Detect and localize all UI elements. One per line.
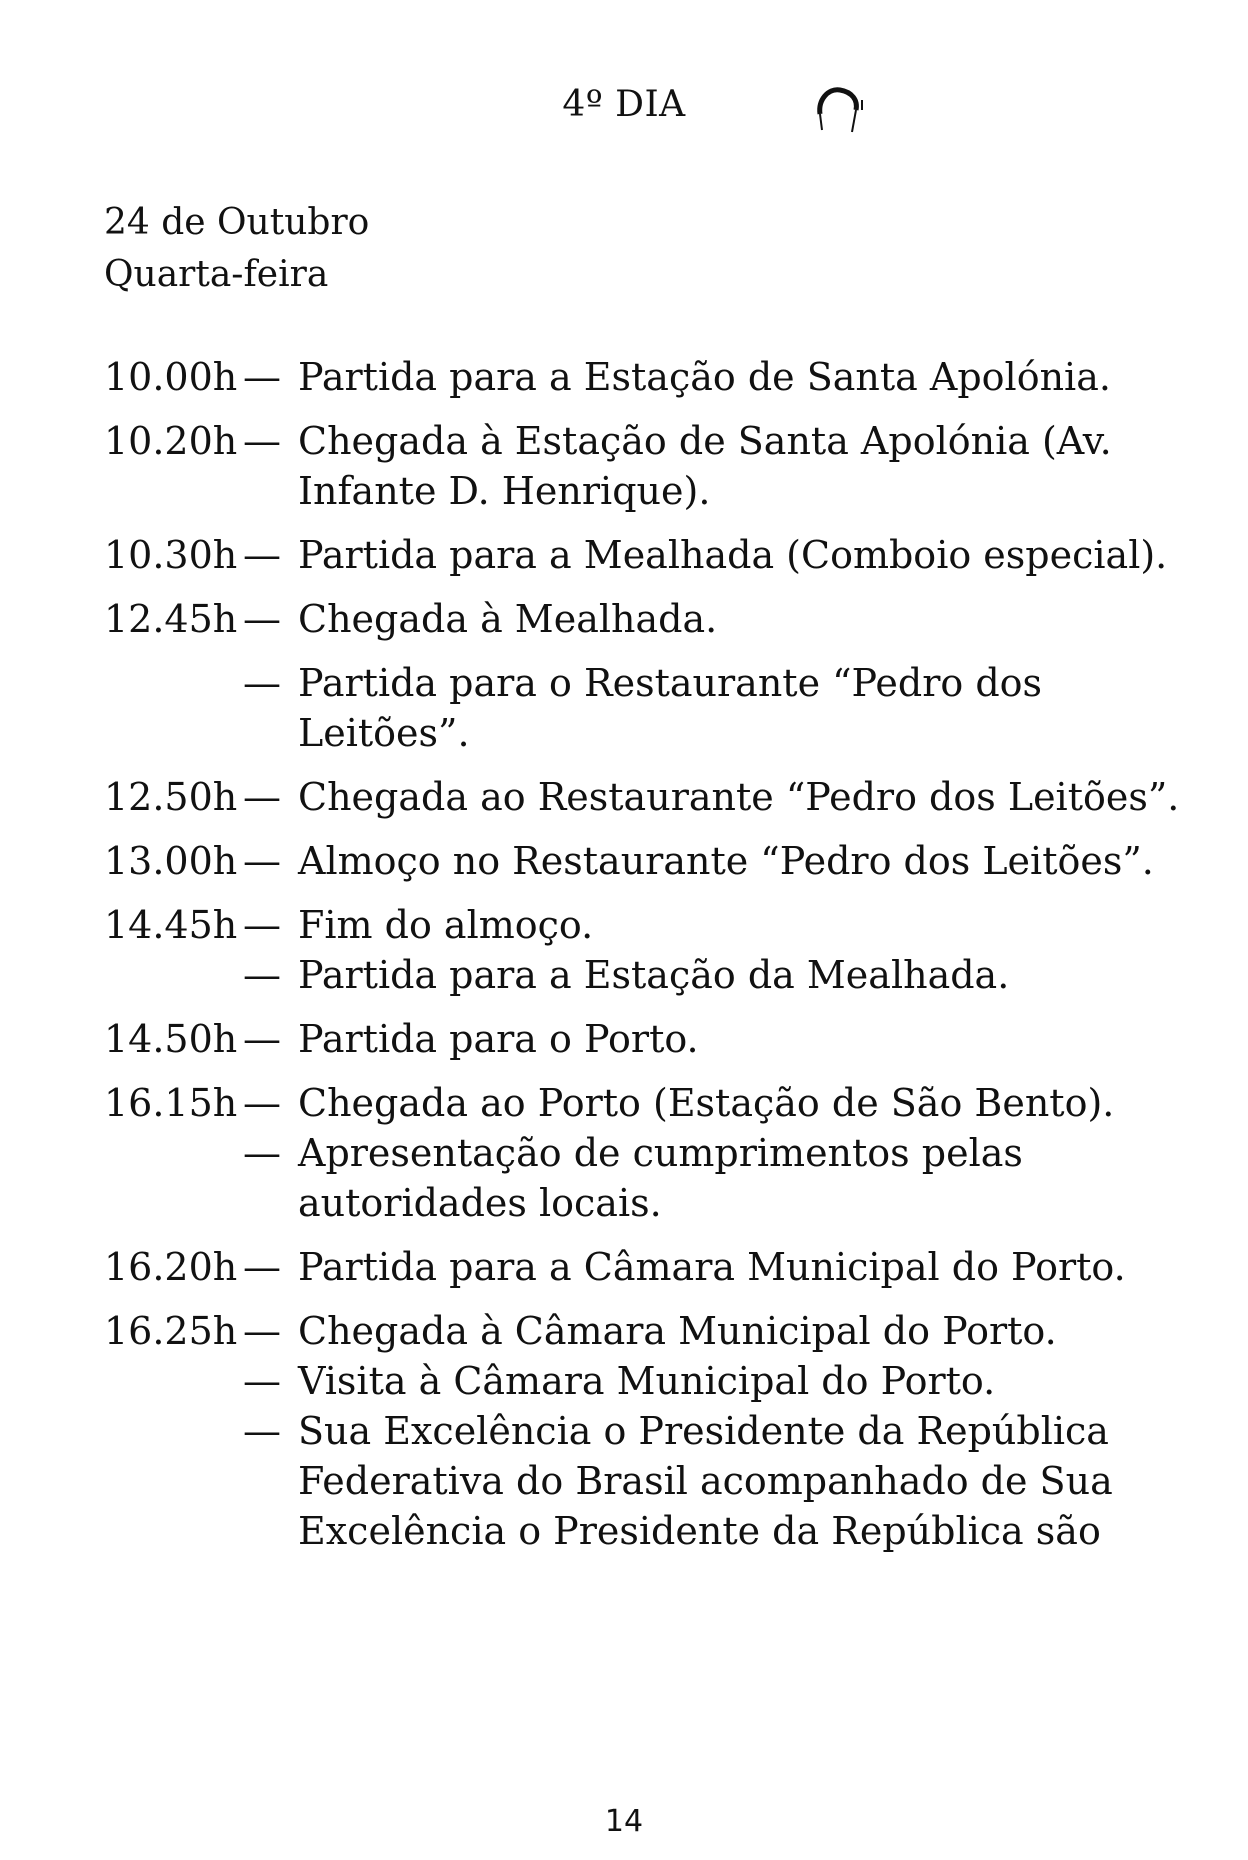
entry-time: 16.25h <box>104 1309 238 1353</box>
entry-text: Almoço no Restaurante “Pedro dos Leitões”. <box>298 839 1154 883</box>
entry-time: 14.45h <box>104 903 238 947</box>
entry-text: Chegada ao Porto (Estação de São Bento). <box>298 1081 1115 1125</box>
entry-text: Partida para a Estação de Santa Apolónia. <box>298 355 1111 399</box>
schedule-entry <box>104 416 1224 516</box>
entry-dash: — <box>243 1309 281 1353</box>
entry-text: Visita à Câmara Municipal do Porto. <box>298 1359 996 1403</box>
entry-time: 10.00h <box>104 355 238 399</box>
schedule-entry <box>104 1242 1224 1292</box>
date-day: 24 de Outubro <box>104 202 370 243</box>
schedule-entry <box>104 352 1224 402</box>
schedule-entry <box>104 1306 1224 1356</box>
schedule-entry <box>104 836 1224 886</box>
entry-text: Partida para o Restaurante “Pedro dos Leitões”. <box>298 661 1043 755</box>
entry-text: Chegada à Estação de Santa Apolónia (Av. Infante D. Henrique). <box>298 419 1112 513</box>
entry-text: Partida para a Estação da Mealhada. <box>298 953 1010 997</box>
entry-dash: — <box>243 1359 281 1403</box>
entry-dash: — <box>243 1131 281 1175</box>
schedule-entry <box>104 1128 1224 1228</box>
schedule-list <box>104 352 1224 1556</box>
entry-dash: — <box>243 1081 281 1125</box>
corner-mark-icon <box>798 70 868 150</box>
entry-dash: — <box>243 419 281 463</box>
entry-text: Partida para a Câmara Municipal do Porto. <box>298 1245 1126 1289</box>
entry-dash: — <box>243 1409 281 1453</box>
schedule-entry <box>104 1078 1224 1128</box>
entry-time: 16.20h <box>104 1245 238 1289</box>
schedule-entry <box>104 658 1224 758</box>
date-block <box>104 197 369 301</box>
entry-dash: — <box>243 355 281 399</box>
entry-text: Chegada à Mealhada. <box>298 597 718 641</box>
entry-text: Partida para o Porto. <box>298 1017 699 1061</box>
entry-text: Fim do almoço. <box>298 903 594 947</box>
schedule-entry <box>104 772 1224 822</box>
page-number: 14 <box>604 1804 644 1839</box>
entry-dash: — <box>243 1245 281 1289</box>
entry-text: Sua Excelência o Presidente da República Federativa do Brasil acompanhado de Sua Excelência o Presidente da República são <box>298 1409 1113 1553</box>
schedule-entry <box>104 1014 1224 1064</box>
schedule-entry <box>104 950 1224 1000</box>
entry-dash: — <box>243 661 281 705</box>
entry-time: 13.00h <box>104 839 238 883</box>
schedule-entry <box>104 594 1224 644</box>
page-title: 4º DIA <box>562 84 686 125</box>
entry-time: 16.15h <box>104 1081 238 1125</box>
entry-time: 10.20h <box>104 419 238 463</box>
entry-dash: — <box>243 839 281 883</box>
entry-time: 12.45h <box>104 597 238 641</box>
date-weekday: Quarta-feira <box>104 254 329 295</box>
entry-dash: — <box>243 953 281 997</box>
entry-text: Apresentação de cumprimentos pelas autoridades locais. <box>298 1131 1023 1225</box>
schedule-entry <box>104 530 1224 580</box>
entry-time: 10.30h <box>104 533 238 577</box>
entry-dash: — <box>243 775 281 819</box>
entry-dash: — <box>243 1017 281 1061</box>
schedule-entry <box>104 1406 1224 1556</box>
schedule-entry <box>104 1356 1224 1406</box>
entry-time: 12.50h <box>104 775 238 819</box>
entry-time: 14.50h <box>104 1017 238 1061</box>
schedule-entry <box>104 900 1224 950</box>
entry-text: Chegada ao Restaurante “Pedro dos Leitões”. <box>298 775 1180 819</box>
entry-text: Chegada à Câmara Municipal do Porto. <box>298 1309 1057 1353</box>
entry-dash: — <box>243 597 281 641</box>
entry-text: Partida para a Mealhada (Comboio especial). <box>298 533 1168 577</box>
entry-dash: — <box>243 533 281 577</box>
entry-dash: — <box>243 903 281 947</box>
